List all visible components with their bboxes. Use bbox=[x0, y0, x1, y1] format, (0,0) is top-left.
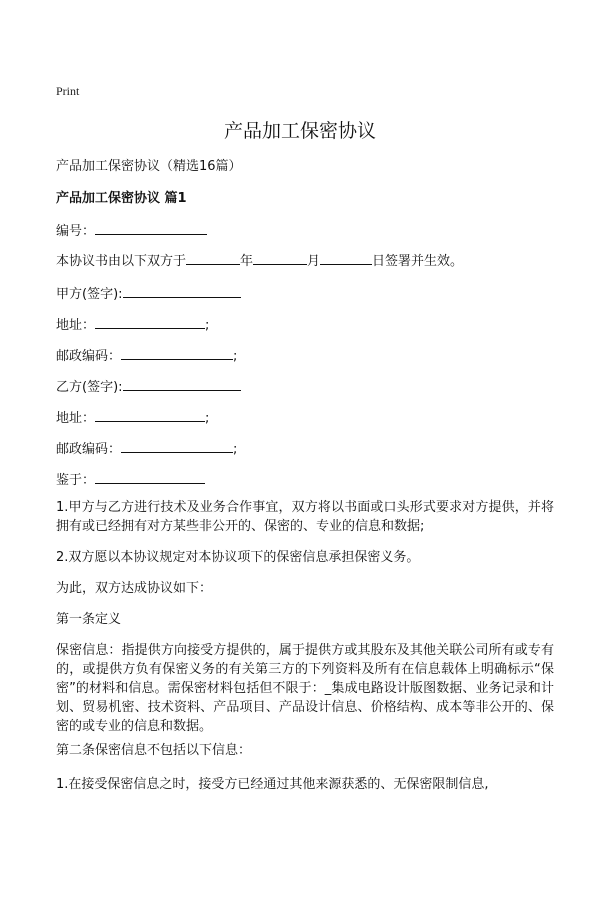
postcode-semicolon-1: ; bbox=[233, 349, 238, 364]
document-title: 产品加工保密协议 bbox=[223, 120, 376, 142]
definition-paragraph: 保密信息：指提供方向接受方提供的，属于提供方或其股东及其他关联公司所有或专有的，或提供方负有保密义务的有关第三方的下列资料及所有在信息载体上明确标示“保密”的材料和信息。需保密材料包括但不限于：_集成电路设计版图数据、业务记录和计划、贸易机密、技术资料、产品项目、产品设计信息、价格结构、成本等非公开的、保密的或专业的信息和数据。 bbox=[56, 643, 554, 734]
postcode-blank-1 bbox=[121, 347, 233, 360]
postcode-row-1 bbox=[56, 345, 237, 364]
address-semicolon-1: ; bbox=[205, 318, 210, 333]
whereas-blank bbox=[95, 471, 205, 484]
postcode-semicolon-2: ; bbox=[233, 442, 238, 457]
party-b-row bbox=[56, 376, 241, 395]
agreement-intro: 为此，双方达成协议如下： bbox=[56, 581, 213, 596]
date-suffix: 日签署并生效。 bbox=[372, 254, 464, 269]
article-2-heading: 第二条保密信息不包括以下信息： bbox=[56, 743, 252, 758]
address-label-1: 地址： bbox=[56, 318, 96, 333]
number-row bbox=[56, 220, 207, 239]
year-label: 年 bbox=[240, 254, 254, 269]
clause-1: 1.甲方与乙方进行技术及业务合作事宜，双方将以书面或口头形式要求对方提供，并将拥有或已经拥有对方某些非公开的、保密的、专业的信息和数据; bbox=[56, 500, 554, 534]
date-row bbox=[56, 250, 463, 269]
address-blank-1 bbox=[95, 316, 205, 329]
section-title: 产品加工保密协议 篇1 bbox=[56, 191, 187, 206]
party-a-row bbox=[56, 283, 241, 302]
whereas-row bbox=[56, 469, 205, 488]
whereas-label: 鉴于： bbox=[56, 473, 96, 488]
clause-2: 2.双方愿以本协议规定对本协议项下的保密信息承担保密义务。 bbox=[56, 550, 420, 565]
month-blank bbox=[253, 252, 307, 265]
address-semicolon-2: ; bbox=[205, 411, 210, 426]
print-link[interactable]: Print bbox=[56, 84, 80, 98]
address-row-1 bbox=[56, 314, 209, 333]
number-label: 编号： bbox=[56, 224, 96, 239]
postcode-row-2 bbox=[56, 438, 237, 457]
postcode-blank-2 bbox=[121, 440, 233, 453]
postcode-label-2: 邮政编码： bbox=[56, 442, 122, 457]
postcode-label-1: 邮政编码： bbox=[56, 349, 122, 364]
date-prefix: 本协议书由以下双方于 bbox=[56, 254, 187, 269]
address-blank-2 bbox=[95, 409, 205, 422]
address-row-2 bbox=[56, 407, 209, 426]
address-label-2: 地址： bbox=[56, 411, 96, 426]
document-subtitle: 产品加工保密协议（精选16篇） bbox=[56, 159, 242, 174]
party-b-blank bbox=[123, 378, 241, 391]
year-blank bbox=[186, 252, 240, 265]
exclusion-1: 1.在接受保密信息之时，接受方已经通过其他来源获悉的、无保密限制信息, bbox=[56, 777, 489, 792]
party-a-blank bbox=[123, 285, 241, 298]
day-blank bbox=[320, 252, 372, 265]
article-1-heading: 第一条定义 bbox=[56, 612, 122, 627]
month-label: 月 bbox=[307, 254, 321, 269]
party-b-label: 乙方(签字): bbox=[56, 380, 123, 395]
party-a-label: 甲方(签字): bbox=[56, 287, 123, 302]
number-blank bbox=[95, 222, 207, 235]
